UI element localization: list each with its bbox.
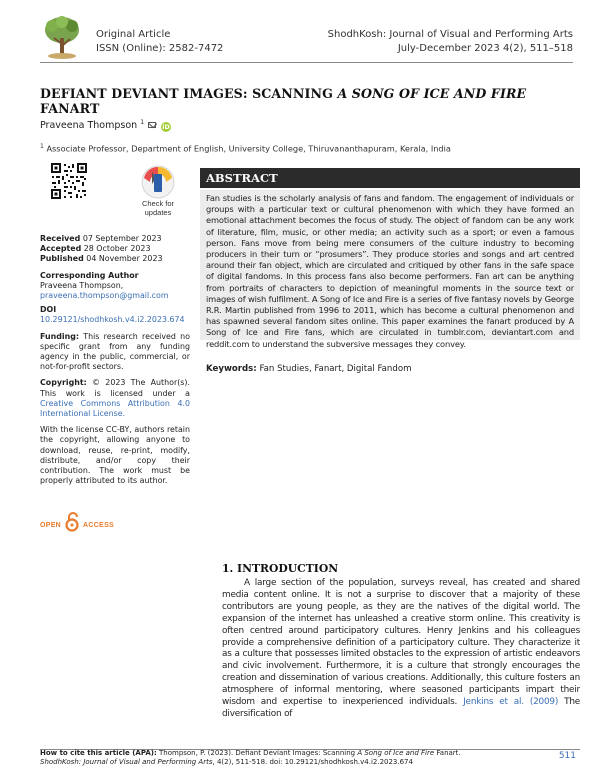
license-link[interactable]: Creative Commons Attribution 4.0 International License. xyxy=(40,398,190,419)
check-for-updates-label: Check for updates xyxy=(141,199,175,217)
journal-issue: July-December 2023 4(2), 511–518 xyxy=(397,43,573,54)
header-right xyxy=(328,28,573,56)
doi-label: DOI xyxy=(40,305,57,315)
funding-block: Funding: This research received no specific grant from any funding agency in the public, commercial, or not-for-profit sectors. xyxy=(40,331,190,372)
corresponding-email-link[interactable]: praveena.thompson@gmail.com xyxy=(40,291,169,301)
citation-link[interactable]: Jenkins et al. (2009) xyxy=(463,697,559,708)
author-affiliation-marker: 1 xyxy=(140,119,145,126)
affiliation: $^1$ Associate Professor, Department of English, University College, Thiruvananthapuram, Kerala, India xyxy=(40,143,451,154)
copyright-block: Copyright: © 2023 The Author(s). This work is licensed under a Creative Commons Attribution 4.0 International License. xyxy=(40,378,191,419)
article-title: DEFIANT DEVIANT IMAGES: SCANNING A SONG OF ICE AND FIRE FANART xyxy=(40,86,527,116)
email-icon[interactable] xyxy=(148,122,156,128)
section-body: A large section of the population, surveys reveal, has created and shared media content online. It is not a surprise to discover that a majority of these contributors are young people, as they are the natives of the digital world. The expansion of the internet has unleashed a creative storm online. This creativity is often centred around participatory cultures. Henry Jenkins and his colleagues provide a comprehensive definition of a participatory culture. They characterize it as a culture that possesses limited obstacles to the expression of artistic endeavors and civic involvement. Furthermore, it is a culture that strongly encourages the creation and dissemination of various creations. Additionally, this culture fosters an atmosphere of informal mentoring, where seasoned participants impart their wisdom and expertise to inexperienced individuals. Jenkins et al. (2009) The diversification of xyxy=(222,578,581,719)
doi-link[interactable]: 10.29121/shodhkosh.v4.i2.2023.674 xyxy=(40,315,185,325)
issn: ISSN (Online): 2582-7472 xyxy=(96,43,224,54)
article-sidebar xyxy=(40,234,190,492)
corresponding-author-block: Corresponding Author Praveena Thompson, praveena.thompson@gmail.com DOI 10.29121/shodhkosh.v4.i2.2023.674 xyxy=(40,271,190,326)
page-header xyxy=(0,0,600,72)
keywords: Keywords: Fan Studies, Fanart, Digital Fandom xyxy=(206,364,412,374)
accepted-date: Accepted 28 October 2023 xyxy=(40,244,151,254)
author-name: Praveena Thompson xyxy=(40,120,138,132)
section-heading: 1. INTRODUCTION xyxy=(222,562,339,575)
dates-block xyxy=(40,234,190,265)
open-access-badge: OPEN ACCESS xyxy=(40,512,114,534)
journal-logo-tree-icon xyxy=(40,14,84,62)
orcid-icon[interactable]: iD xyxy=(162,123,170,132)
abstract-heading: ABSTRACT xyxy=(200,168,580,188)
published-date: Published 04 November 2023 xyxy=(40,254,163,264)
received-date: Received 07 September 2023 xyxy=(40,234,162,243)
header-divider xyxy=(40,62,573,63)
corresponding-name: Praveena Thompson, xyxy=(40,280,124,290)
open-access-lock-icon xyxy=(65,512,79,532)
license-note: With the license CC-BY, authors retain the copyright, allowing anyone to download, reuse, re-print, modify, distribute, and/or copy their contribution. The work must be properly attributed to its author. xyxy=(40,425,191,486)
how-to-cite: How to cite this article (APA): Thompson, P. (2023). Defiant Deviant Images: Scanning A Song of Ice and Fire Fanart. ShodhKosh: Journal of Visual and Performing Arts, 4(2), 511-518. doi: 10.29121/shodhkosh.v4.i2.2023.674 xyxy=(40,749,461,767)
page-number: 511 xyxy=(558,751,576,761)
author-line xyxy=(40,119,171,132)
article-type: Original Article xyxy=(96,29,171,40)
abstract-text: Fan studies is the scholarly analysis of fans and fandom. The engagement of individuals or groups with a particular text or cultural phenomenon with which they have formed an emotional attachment becomes the focus of study. The object of fandom can be any work of literature, film, music, or other media; an activity such as a sport; or even a famous person. Fans move from being mere consumers of the culture industry to becoming producers in their turn or “prosumers”. They produce stories and songs and art centred around their fan object, which are circulated and critiqued by other fans in the safe space of digital fandoms. In this process fans also become performers. Fan art can be anything from portraits of characters to depiction of meaningful moments in the source text or images of wish fulfilment. A Song of Ice and Fire is a series of five fantasy novels by George R.R. Martin published from 1996 to 2011, which has become a cultural phenomenon and has spawned several fandom sites online. This paper examines the fanart produced by A Song of Ice and Fire fans, which are circulated in tumblr.com, deviantart.com and reddit.com to understand the subversive messages they convey. xyxy=(200,190,580,340)
qr-code-icon[interactable] xyxy=(50,162,88,200)
header-left xyxy=(96,28,223,56)
journal-name: ShodhKosh: Journal of Visual and Performing Arts xyxy=(327,29,573,40)
